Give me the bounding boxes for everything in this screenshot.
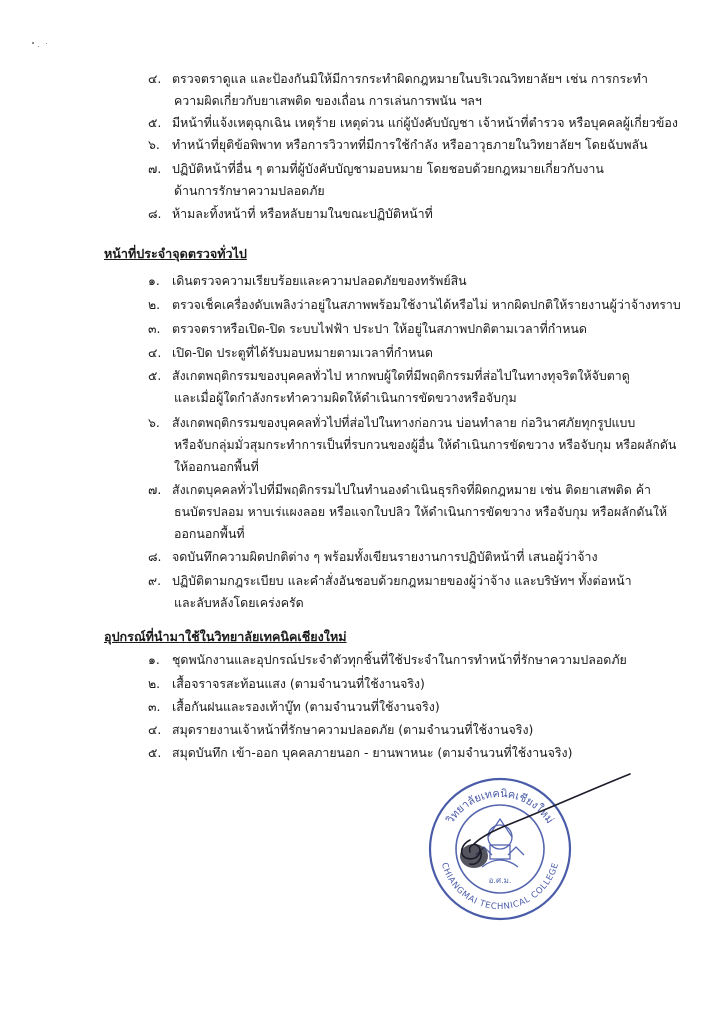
item-text: สังเกตพฤติกรรมของบุคคลทั่วไปที่ส่อไปในทางก่อกวน บ่อนทำลาย ก่อวินาศภัยทุกรูปแบบ: [172, 415, 636, 430]
item-text: ตรวจตราดูแล และป้องกันมิให้มีการกระทำผิดกฎหมายในบริเวณวิทยาลัยฯ เช่น การกระทำ: [172, 71, 648, 86]
general-duties-heading: หน้าที่ประจำจุดตรวจทั่วไป: [104, 246, 247, 261]
item-number: ๒.: [148, 297, 161, 312]
item-text: ปฏิบัติหน้าที่อื่น ๆ ตามที่ผู้บังคับบัญชามอบหมาย โดยชอบด้วยกฎหมายเกี่ยวกับงาน: [172, 161, 604, 176]
item-number: ๕.: [148, 115, 162, 130]
svg-text:อ.ศ.ม.: อ.ศ.ม.: [488, 876, 512, 885]
item-number: ๕.: [148, 368, 162, 383]
item-number: ๔.: [148, 71, 162, 86]
item-text: เสื้อกันฝนและรองเท้าบู๊ท (ตามจำนวนที่ใช้งานจริง): [172, 699, 440, 714]
item-text: ปฏิบัติตามกฎระเบียบ และคำสั่งอันชอบด้วยกฎหมายของผู้ว่าจ้าง และบริษัทฯ ทั้งต่อหน้า: [172, 573, 632, 588]
item-number: ๙.: [148, 573, 162, 588]
item-number: ๕.: [148, 745, 162, 760]
item-number: ๑.: [148, 273, 160, 288]
handwritten-signature: [440, 760, 640, 890]
item-text-continued: และเมื่อผู้ใดกำลังกระทำความผิดให้ดำเนินการขัดขวางหรือจับกุม: [174, 390, 517, 405]
item-text-continued: ให้ออกนอกพื้นที่: [174, 459, 259, 474]
scan-speck: [38, 46, 39, 47]
item-text: ชุดพนักงานและอุปกรณ์ประจำตัวทุกชิ้นที่ใช้ประจำในการทำหน้าที่รักษาความปลอดภัย: [172, 652, 627, 667]
item-text: สังเกตพฤติกรรมของบุคคลทั่วไป หากพบผู้ใดที่มีพฤติกรรมที่ส่อไปในทางทุจริตให้จับตาดู: [172, 368, 630, 383]
item-number: ๓.: [148, 321, 161, 336]
item-number: ๔.: [148, 722, 162, 737]
item-number: ๘.: [148, 549, 162, 564]
item-number: ๘.: [148, 206, 162, 221]
item-text: ทำหน้าที่ยุติข้อพิพาท หรือการวิวาทที่มีการใช้กำลัง หรืออาวุธภายในวิทยาลัยฯ โดยฉับพลัน: [172, 137, 648, 152]
item-text-continued: ด้านการรักษาความปลอดภัย: [174, 183, 325, 198]
item-number: ๗.: [148, 161, 162, 176]
item-number: ๖.: [148, 415, 160, 430]
svg-text:CHIANGMAI TECHNICAL COLLEGE: CHIANGMAI TECHNICAL COLLEGE: [438, 861, 562, 913]
equipment-heading: อุปกรณ์ที่นำมาใช้ในวิทยาลัยเทคนิคเชียงใหม่: [104, 629, 347, 644]
item-text: สมุดบันทึก เข้า-ออก บุคคลภายนอก - ยานพาหนะ (ตามจำนวนที่ใช้งานจริง): [172, 745, 573, 760]
item-text: ห้ามละทิ้งหน้าที่ หรือหลับยามในขณะปฏิบัติหน้าที่: [172, 206, 433, 221]
item-text-continued: ธนบัตรปลอม หาบเร่แผงลอย หรือแจกใบปลิว ให้ดำเนินการขัดขวาง หรือจับกุม หรือผลักดันให้: [174, 504, 668, 519]
item-text: จดบันทึกความผิดปกติต่าง ๆ พร้อมทั้งเขียนรายงานการปฏิบัติหน้าที่ เสนอผู้ว่าจ้าง: [172, 549, 598, 564]
item-number: ๔.: [148, 345, 162, 360]
item-text-continued: และลับหลังโดยเคร่งครัด: [174, 595, 304, 610]
item-text: เปิด-ปิด ประตูที่ได้รับมอบหมายตามเวลาที่กำหนด: [172, 345, 433, 360]
scan-speck: [32, 42, 34, 44]
item-text: ตรวจเช็คเครื่องดับเพลิงว่าอยู่ในสภาพพร้อมใช้งานได้หรือไม่ หากผิดปกติให้รายงานผู้ว่าจ้างทราบ: [172, 297, 681, 312]
item-text: มีหน้าที่แจ้งเหตุฉุกเฉิน เหตุร้าย เหตุด่วน แก่ผู้บังคับบัญชา เจ้าหน้าที่ตำรวจ หรือบุคคลผู้เกี่ยวข้อง: [172, 115, 678, 130]
item-number: ๓.: [148, 699, 161, 714]
item-text-continued: ความผิดเกี่ยวกับยาเสพติด ของเถื่อน การเล่นการพนัน ฯลฯ: [174, 93, 482, 108]
item-number: ๗.: [148, 482, 162, 497]
item-text-continued: หรือจับกลุ่มมั่วสุมกระทำการเป็นที่รบกวนของผู้อื่น ให้ดำเนินการขัดขวาง หรือจับกุม หรือผลักดัน: [174, 437, 677, 452]
item-text: สมุดรายงานเจ้าหน้าที่รักษาความปลอดภัย (ตามจำนวนที่ใช้งานจริง): [172, 722, 534, 737]
item-number: ๖.: [148, 137, 160, 152]
scan-speck: [46, 43, 47, 44]
item-text: สังเกตบุคคลทั่วไปที่มีพฤติกรรมไปในทำนองดำเนินธุรกิจที่ผิดกฎหมาย เช่น ติดยาเสพติด ค้า: [172, 482, 651, 497]
svg-text:วิทยาลัยเทคนิคเชียงใหม่: วิทยาลัยเทคนิคเชียงใหม่: [443, 786, 557, 826]
item-text: ตรวจตราหรือเปิด-ปิด ระบบไฟฟ้า ประปา ให้อยู่ในสภาพปกติตามเวลาที่กำหนด: [172, 321, 587, 336]
item-text: เสื้อจราจรสะท้อนแสง (ตามจำนวนที่ใช้งานจริง): [172, 676, 425, 691]
item-text-continued: ออกนอกพื้นที่: [174, 526, 245, 541]
item-number: ๑.: [148, 652, 160, 667]
item-number: ๒.: [148, 676, 161, 691]
item-text: เดินตรวจความเรียบร้อยและความปลอดภัยของทรัพย์สิน: [172, 273, 467, 288]
